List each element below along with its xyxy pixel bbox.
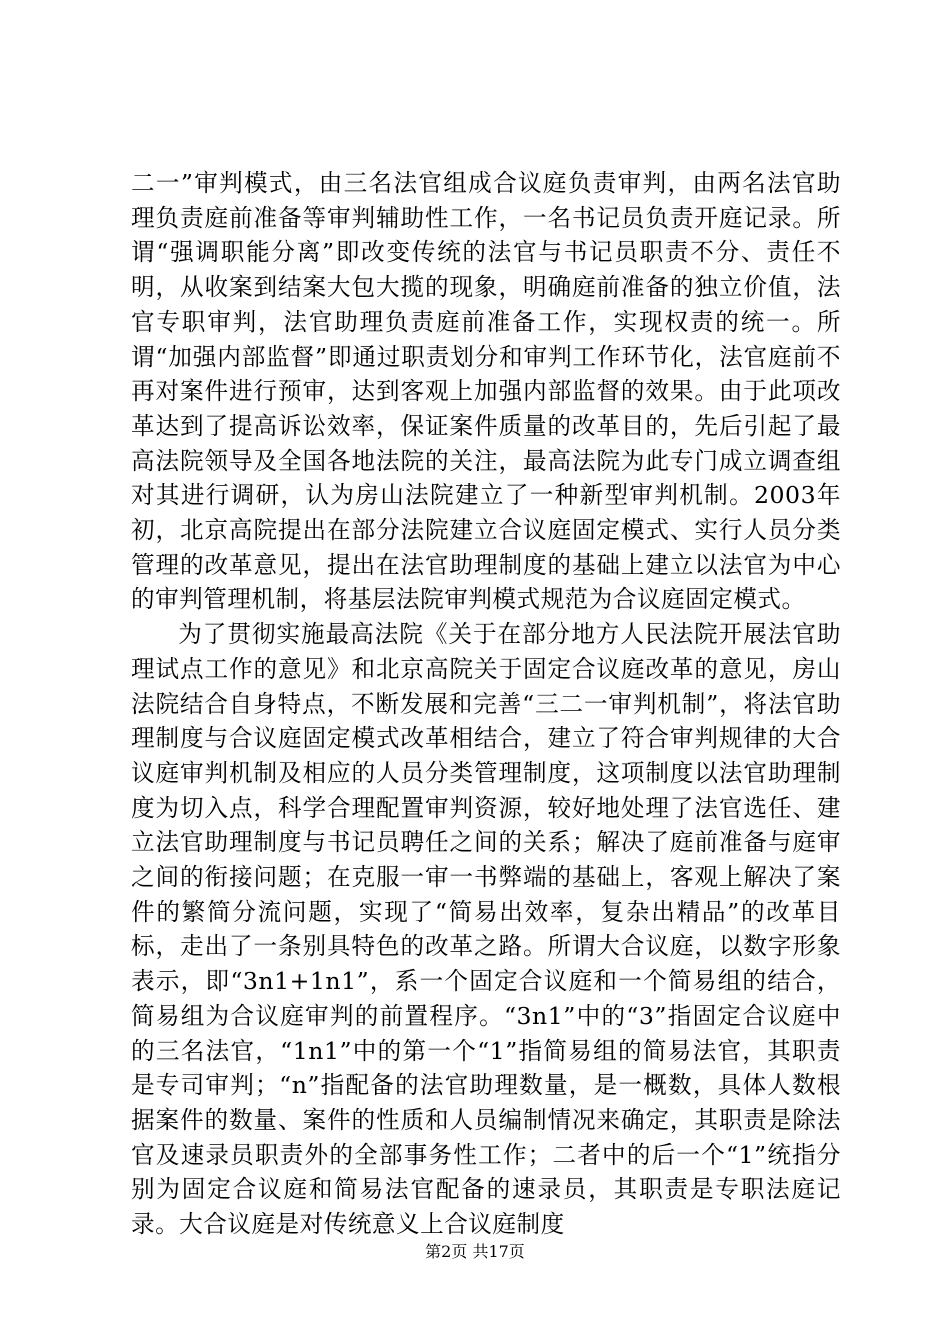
paragraph-reform-details: 为了贯彻实施最高法院《关于在部分地方人民法院开展法官助理试点工作的意见》和北京高院关于固定合议庭改革的意见，房山法院结合自身特点，不断发展和完善“三二一审判机制”，将法官助理制度与合议庭固定模式改革相结合，建立了符合审判规律的大合议庭审判机制及相应的人员分类管理制度，这项制度以法官助理制度为切入点，科学合理配置审判资源，较好地处理了法官选任、建立法官助理制度与书记员聘任之间的关系；解决了庭前准备与庭审之间的衔接问题；在克服一审一书弊端的基础上，客观上解决了案件的繁简分流问题，实现了“简易出效率，复杂出精品”的改革目标，走出了一条别具特色的改革之路。所谓大合议庭，以数字形象表示，即“3n1+1n1”，系一个固定合议庭和一个简易组的结合，简易组为合议庭审判的前置程序。“3n1”中的“3”指固定合议庭中的三名法官，“1n1”中的第一个“1”指简易组的简易法官，其职责是专司审判；“n”指配备的法官助理数量，是一概数，具体人数根据案件的数量、案件的性质和人员编制情况来确定，其职责是除法官及速录员职责外的全部事务性工作；二者中的后一个“1”统指分别为固定合议庭和简易法官配备的速录员，其职责是专职法庭记录。大合议庭是对传统意义上合议庭制度 (131, 620, 841, 1239)
document-body (131, 166, 841, 1242)
page-number-label: 第2页 共17页 (425, 1242, 525, 1261)
paragraph-continuation: 二一”审判模式，由三名法官组成合议庭负责审判，由两名法官助理负责庭前准备等审判辅助性工作，一名书记员负责开庭记录。所谓“强调职能分离”即改变传统的法官与书记员职责不分、责任不明，从收案到结案大包大揽的现象，明确庭前准备的独立价值，法官专职审判，法官助理负责庭前准备工作，实现权责的统一。所谓“加强内部监督”即通过职责划分和审判工作环节化，法官庭前不再对案件进行预审，达到客观上加强内部监督的效果。由于此项改革达到了提高诉讼效率，保证案件质量的改革目的，先后引起了最高法院领导及全国各地法院的关注，最高法院为此专门成立调查组对其进行调研，认为房山法院建立了一种新型审判机制。2003年初，北京高院提出在部分法院建立合议庭固定模式、实行人员分类管理的改革意见，提出在法官助理制度的基础上建立以法官为中心的审判管理机制，将基层法院审判模式规范为合议庭固定模式。 (131, 169, 841, 614)
page-footer (0, 1242, 950, 1262)
